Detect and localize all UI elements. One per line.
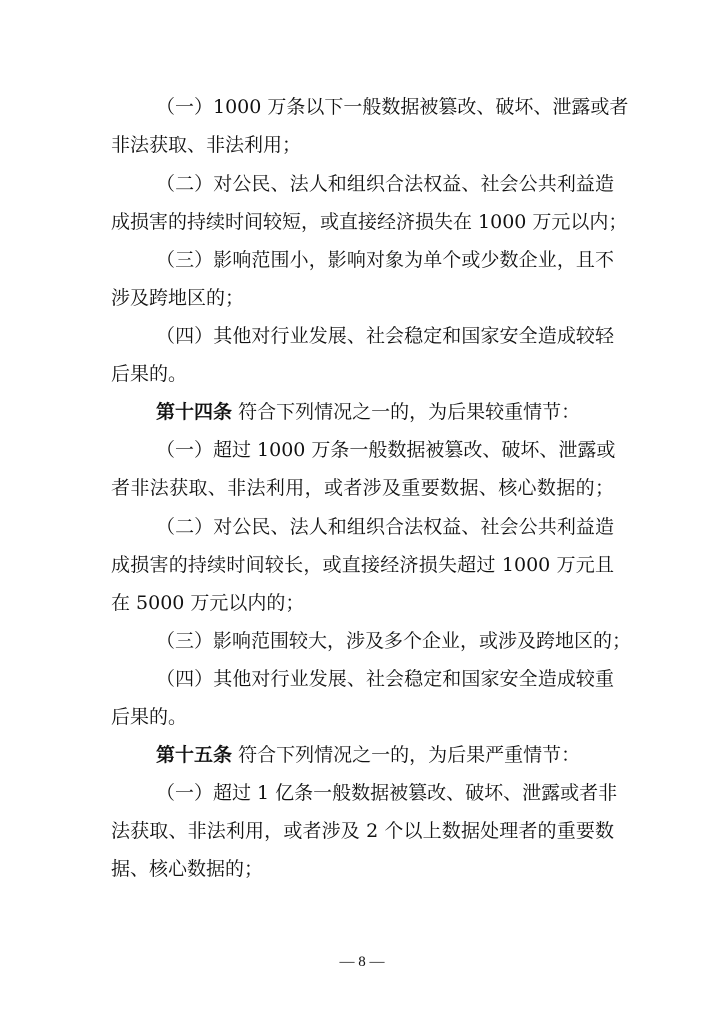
text-line: （三）影响范围小，影响对象为单个或少数企业，且不 [156, 249, 614, 271]
article-15-title: 第十五条 [156, 744, 233, 766]
article-14-title: 第十四条 [156, 401, 233, 423]
text-line: 成损害的持续时间较长，或直接经济损失超过 1000 万元且 [111, 554, 614, 576]
text-line: （四）其他对行业发展、社会稳定和国家安全造成较重 [156, 668, 614, 690]
text-line: 成损害的持续时间较短，或直接经济损失在 1000 万元以内； [111, 211, 628, 233]
text-line: 后果的。 [111, 706, 188, 728]
text-line: （一）超过 1000 万条一般数据被篡改、破坏、泄露或 [156, 439, 616, 461]
text-line: 据、核心数据的； [111, 858, 264, 880]
text-line: 非法获取、非法利用； [111, 134, 302, 156]
article-14-line [156, 399, 614, 425]
text-line: （四）其他对行业发展、社会稳定和国家安全造成较轻 [156, 325, 614, 347]
page-number: — 8 — [339, 954, 385, 970]
text-line: （一）1000 万条以下一般数据被篡改、破坏、泄露或者 [156, 96, 629, 118]
text-line: 后果的。 [111, 363, 188, 385]
article-15-line [156, 742, 614, 768]
text-line: 者非法获取、非法利用，或者涉及重要数据、核心数据的； [111, 477, 614, 499]
text-line: 涉及跨地区的； [111, 287, 245, 309]
text-line: （二）对公民、法人和组织合法权益、社会公共利益造 [156, 516, 614, 538]
text-line: （三）影响范围较大，涉及多个企业，或涉及跨地区的； [156, 630, 632, 652]
article-14-text: 符合下列情况之一的，为后果较重情节： [238, 401, 581, 423]
text-line: （二）对公民、法人和组织合法权益、社会公共利益造 [156, 173, 614, 195]
text-line: 在 5000 万元以内的； [111, 592, 305, 614]
article-15-text: 符合下列情况之一的，为后果严重情节： [238, 744, 581, 766]
text-line: （一）超过 1 亿条一般数据被篡改、破坏、泄露或者非 [156, 782, 618, 804]
text-line: 法获取、非法利用，或者涉及 2 个以上数据处理者的重要数 [111, 820, 614, 842]
